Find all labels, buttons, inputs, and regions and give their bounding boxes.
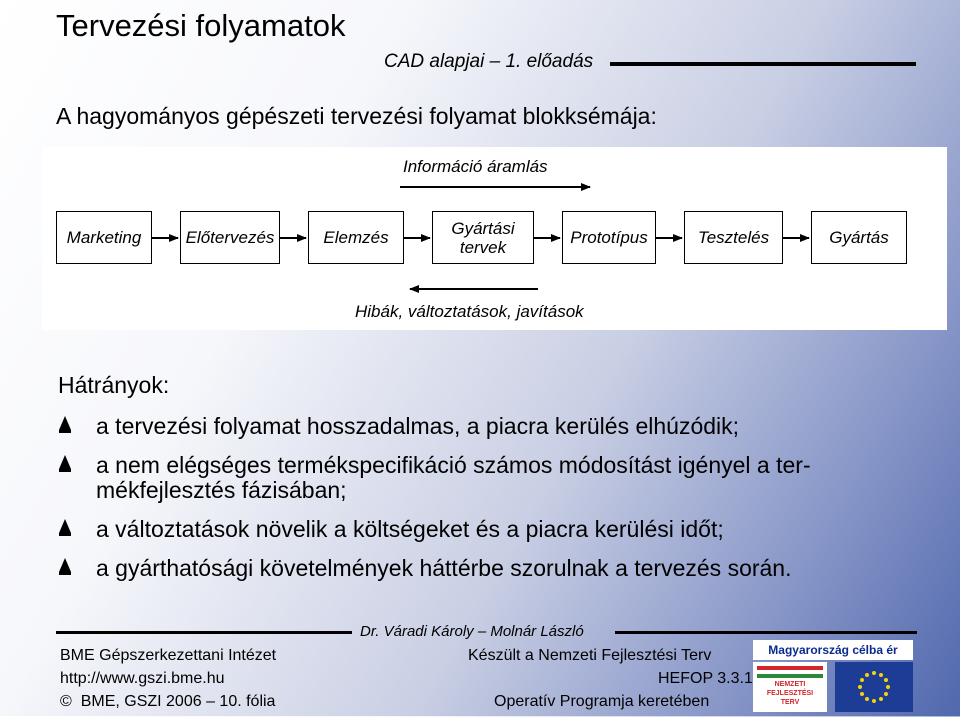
info-flow-label: Információ áramlás [403,157,548,176]
diagram-heading: A hagyományos gépészeti tervezési folyamat blokksémája: [56,103,657,129]
slide-title: Tervezési folyamatok [56,8,346,43]
block-gyartas: Gyártás [811,211,907,264]
bullet-icon [58,416,72,434]
block-marketing: Marketing [56,211,152,264]
drawbacks-heading: Hátrányok: [58,372,170,398]
bullet-icon [58,455,72,473]
nft-logo [753,640,913,712]
logo-banner: Magyarország célba ér [753,640,913,660]
footer-plan-line2: HEFOP 3.3.1 [658,670,753,687]
footer-url[interactable]: http://www.gszi.bme.hu [60,670,225,687]
footer-plan-line3: Operatív Programja keretében [494,693,710,710]
nft-mark: NEMZETI FEJLESZTÉSI TERV [753,662,827,712]
footer-institute: BME Gépszerkezettani Intézet [60,647,277,664]
footer-authors: Dr. Váradi Károly – Molnár László [360,623,584,640]
list-item: a gyárthatósági követelmények háttérbe szorulnak a tervezés során. [58,556,938,581]
bullet-icon [58,519,72,537]
list-item: a nem elégséges termékspecifikáció számos módosítást igényel a ter- mékfejlesztés fázisában; [58,453,938,503]
feedback-label: Hibák, változtatások, javítások [355,302,584,321]
block-elemzes: Elemzés [308,211,404,264]
list-item: a változtatások növelik a költségeket és a piacra kerülési időt; [58,517,938,542]
block-diagram [42,147,947,330]
title-rule [610,62,916,66]
list-item: a tervezési folyamat hosszadalmas, a piacra kerülés elhúzódik; [58,414,938,439]
bullet-icon [58,558,72,576]
block-teszteles: Tesztelés [684,211,783,264]
footer-rule-left [56,631,352,634]
footer-copyright: © BME, GSZI 2006 – 10. fólia [60,693,276,710]
block-elotervezes: Előtervezés [180,211,280,264]
eu-flag-icon [835,662,913,712]
footer-plan-line1: Készült a Nemzeti Fejlesztési Terv [468,647,712,664]
drawbacks-list [58,414,938,595]
footer-rule-right [615,631,917,634]
block-prototipus: Prototípus [562,211,656,264]
copyright-icon: © [60,693,72,710]
block-gyartasi-tervek: Gyártási tervek [432,211,534,264]
slide-subtitle: CAD alapjai – 1. előadás [384,51,594,72]
